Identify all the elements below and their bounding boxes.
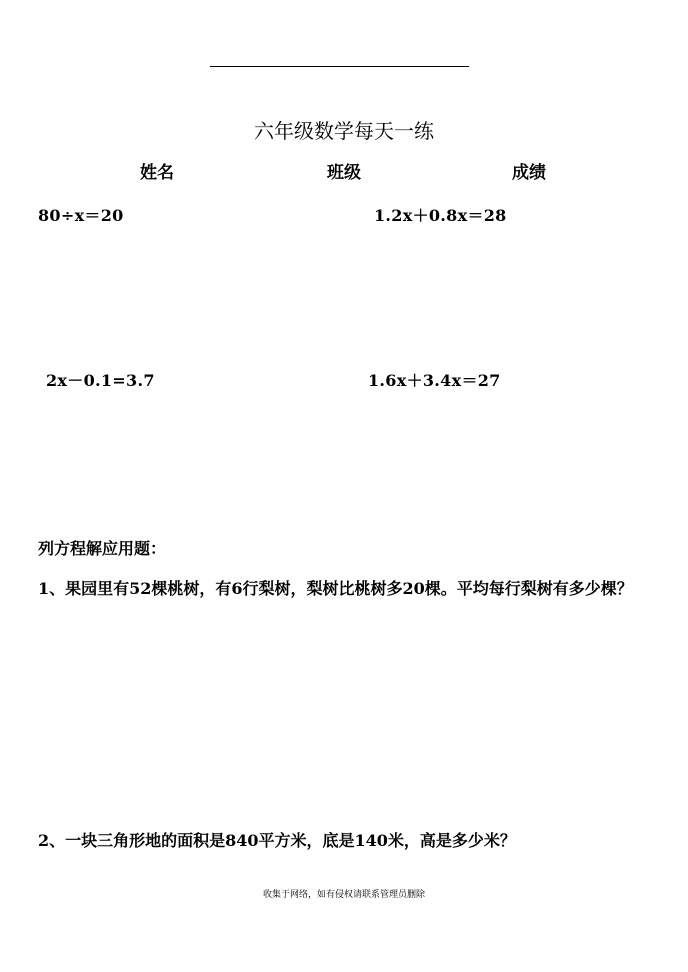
equation-1: 80÷x＝20: [38, 206, 124, 225]
word-problem-1: 1、果园里有52棵桃树，有6行梨树，梨树比桃树多20棵。平均每行梨树有多少棵？: [38, 579, 633, 598]
class-label: 班级: [327, 163, 361, 183]
equation-3: 2x－0.1=3.7: [46, 371, 155, 390]
score-label: 成绩: [512, 163, 546, 183]
header-rule: [210, 66, 469, 67]
equation-2: 1.2x＋0.8x＝28: [374, 206, 507, 225]
name-label: 姓名: [140, 163, 174, 183]
footer-note: 收集于网络，如有侵权请联系管理员删除: [262, 890, 425, 900]
word-problem-2: 2、一块三角形地的面积是840平方米，底是140米，高是多少米？: [38, 831, 516, 850]
section-heading: 列方程解应用题：: [38, 539, 167, 558]
worksheet-title: 六年级数学每天一练: [254, 119, 434, 143]
equation-4: 1.6x＋3.4x＝27: [368, 371, 501, 390]
